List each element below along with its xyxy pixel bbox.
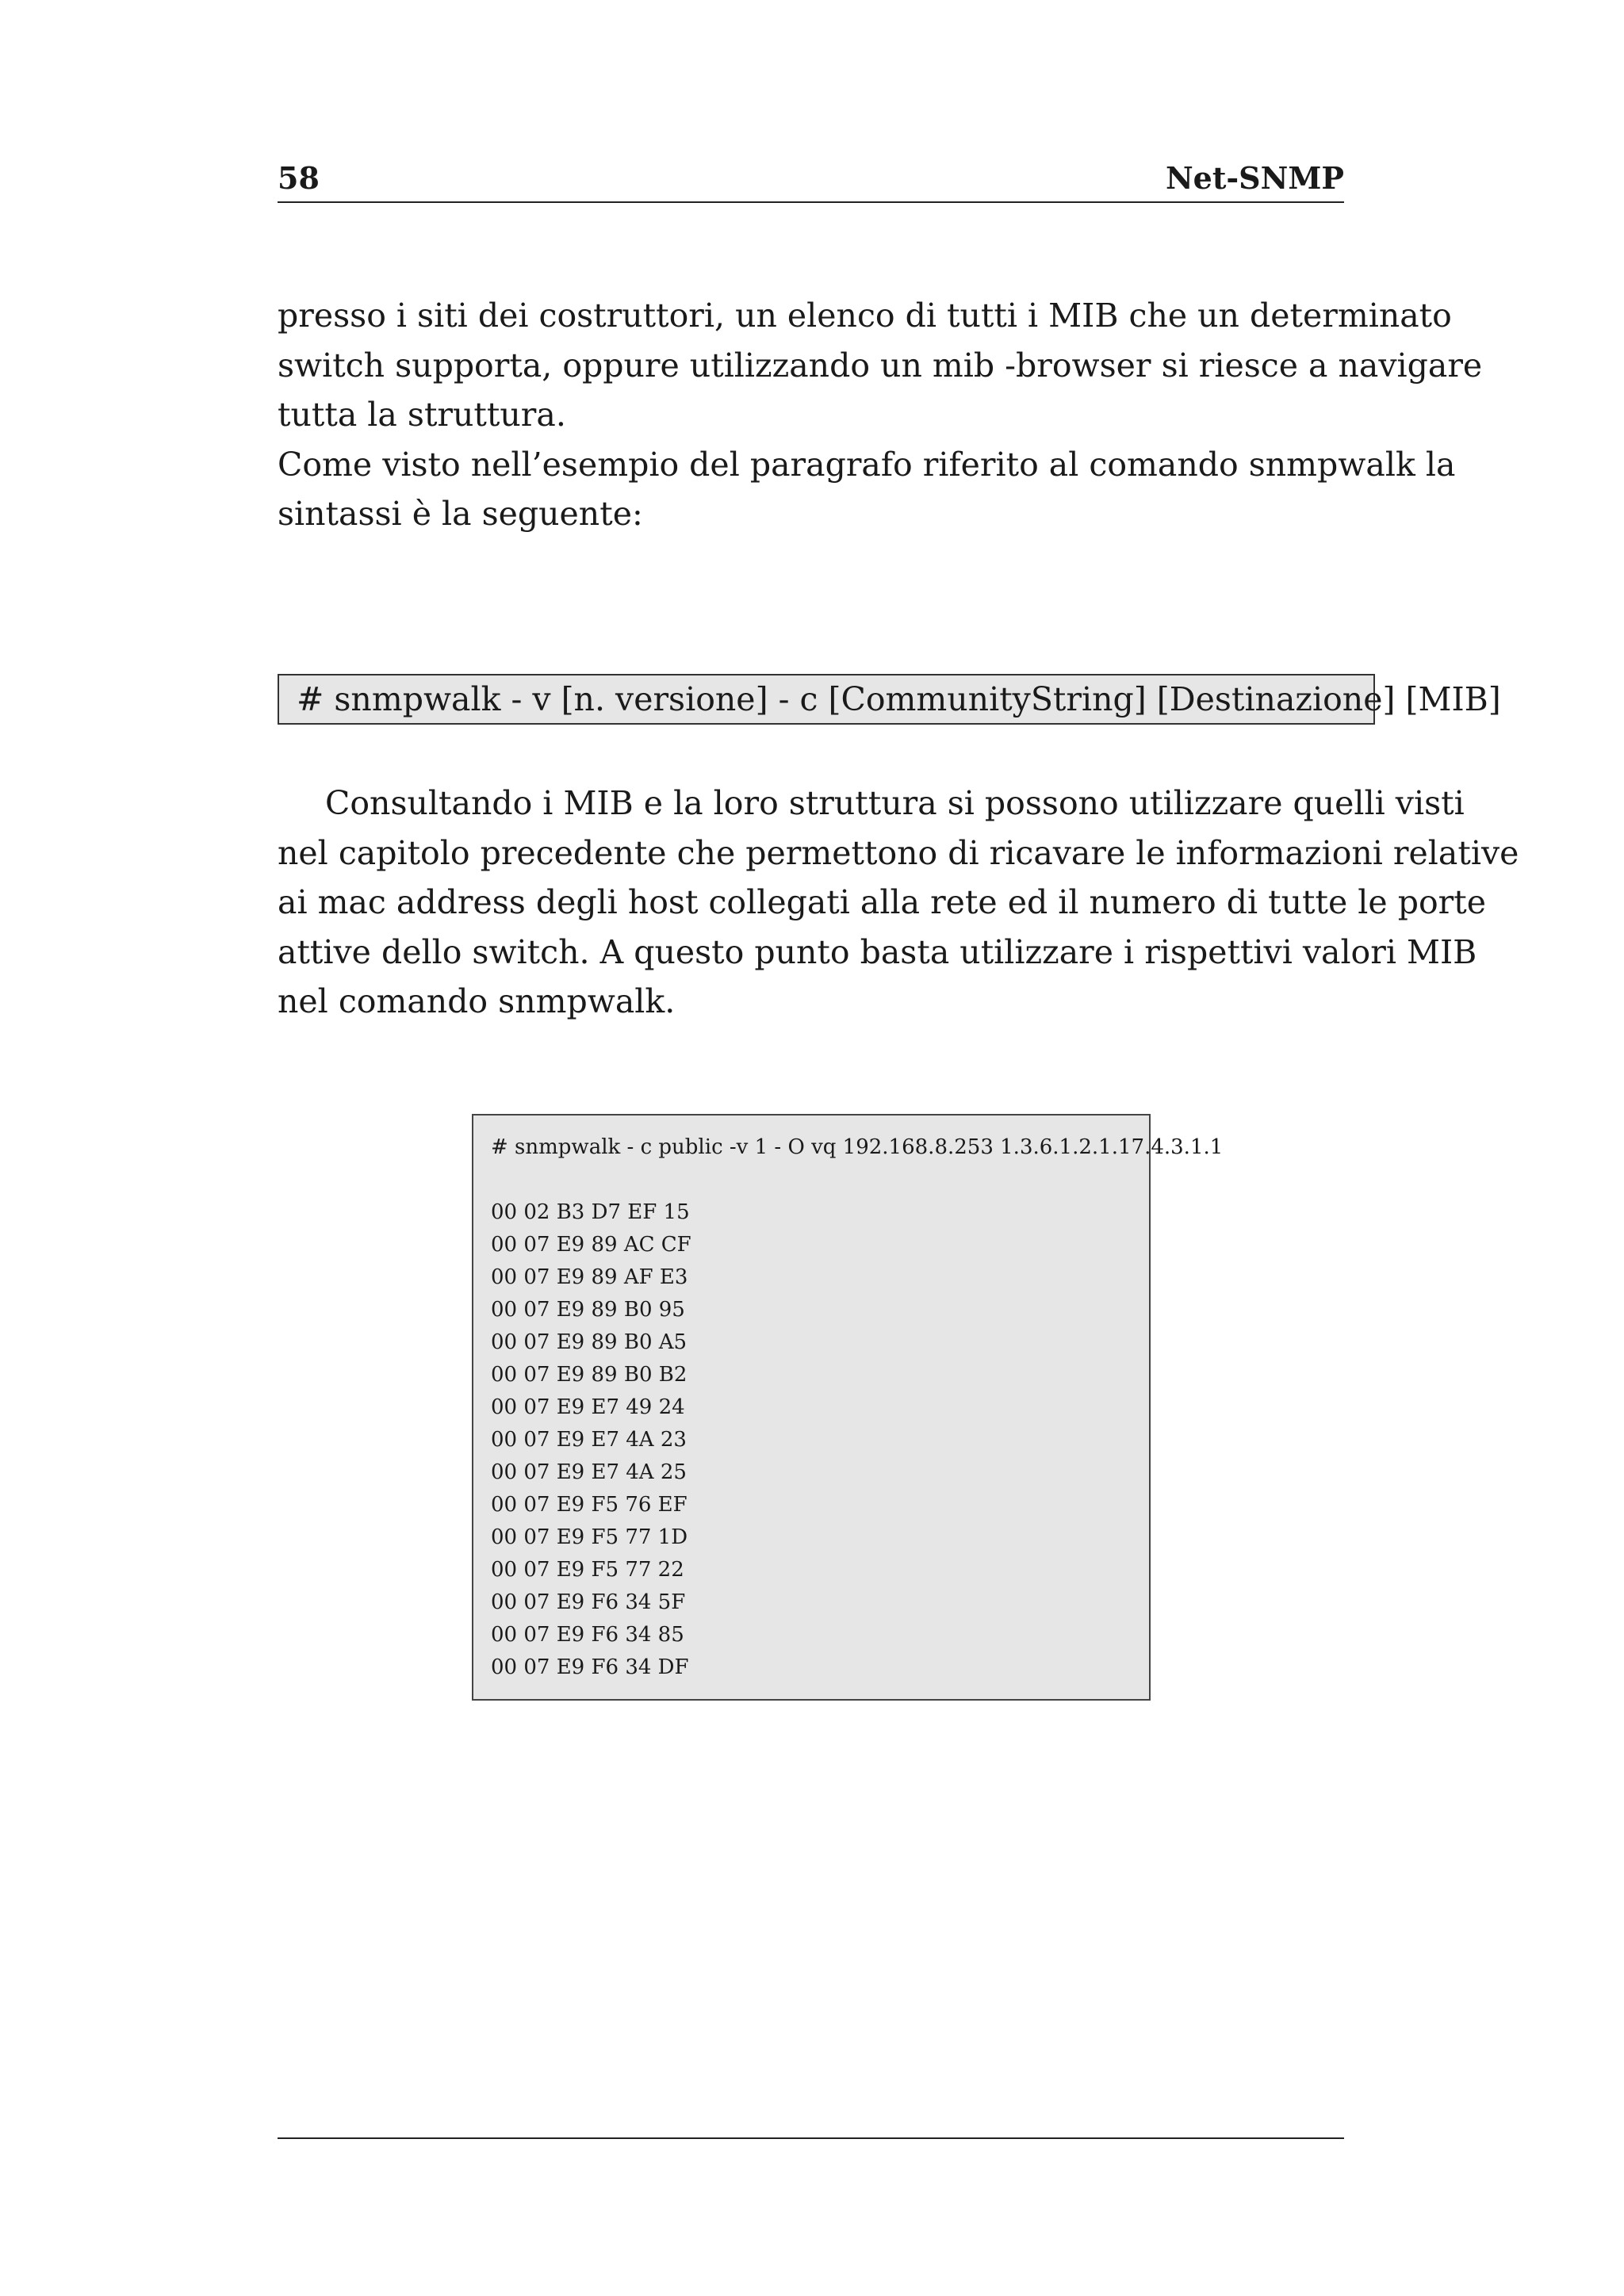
body-paragraph-2 — [278, 779, 1519, 1027]
paragraph-line: nel capitolo precedente che permettono di ricavare le informazioni relative — [278, 833, 1519, 872]
output-command: # snmpwalk - c public -v 1 - O vq 192.168.8.253 1.3.6.1.2.1.17.4.3.1.1 — [491, 1135, 1224, 1159]
output-mac-address: 00 07 E9 F5 77 22 — [491, 1558, 684, 1582]
output-mac-address: 00 07 E9 89 B0 A5 — [491, 1330, 688, 1354]
paragraph-line: tutta la struttura. — [278, 396, 566, 434]
output-mac-address: 00 07 E9 F6 34 85 — [491, 1623, 684, 1647]
output-mac-address: 00 07 E9 F6 34 DF — [491, 1655, 689, 1679]
paragraph-line: presso i siti dei costruttori, un elenco di tutti i MIB che un determinato — [278, 297, 1452, 335]
paragraph-line: nel comando snmpwalk. — [278, 982, 676, 1020]
command-syntax-text: # snmpwalk - v [n. versione] - c [CommunityString] [Destinazione] [MIB] — [297, 680, 1501, 718]
output-mac-address: 00 07 E9 F5 77 1D — [491, 1525, 688, 1549]
command-syntax-box — [278, 674, 1501, 725]
output-mac-address: 00 07 E9 F5 76 EF — [491, 1493, 688, 1517]
output-mac-address: 00 07 E9 89 AC CF — [491, 1233, 691, 1257]
paragraph-line: switch supporta, oppure utilizzando un mib -browser si riesce a navigare — [278, 346, 1483, 385]
output-mac-address: 00 07 E9 89 B0 B2 — [491, 1363, 688, 1387]
output-mac-address: 00 07 E9 89 AF E3 — [491, 1265, 688, 1289]
output-mac-address: 00 07 E9 89 B0 95 — [491, 1298, 685, 1322]
page-number: 58 — [278, 160, 320, 196]
command-output-box — [472, 1114, 1224, 1701]
output-mac-address: 00 07 E9 E7 49 24 — [491, 1395, 685, 1419]
output-mac-address: 00 07 E9 E7 4A 25 — [491, 1460, 687, 1484]
paragraph-line: Come visto nell’esempio del paragrafo riferito al comando snmpwalk la — [278, 445, 1456, 484]
paragraph-line: Consultando i MIB e la loro struttura si possono utilizzare quelli visti — [325, 784, 1465, 822]
paragraph-line: attive dello switch. A questo punto basta utilizzare i rispettivi valori MIB — [278, 932, 1477, 971]
paragraph-line: ai mac address degli host collegati alla rete ed il numero di tutte le porte — [278, 883, 1486, 921]
output-mac-address: 00 02 B3 D7 EF 15 — [491, 1200, 690, 1224]
body-paragraph-1 — [278, 291, 1483, 539]
running-title: Net-SNMP — [1165, 160, 1344, 196]
output-mac-address: 00 07 E9 F6 34 5F — [491, 1590, 686, 1614]
page-header — [278, 157, 1344, 203]
output-mac-address: 00 07 E9 E7 4A 23 — [491, 1428, 687, 1452]
paragraph-line: sintassi è la seguente: — [278, 495, 643, 533]
footer-rule — [278, 2137, 1344, 2139]
